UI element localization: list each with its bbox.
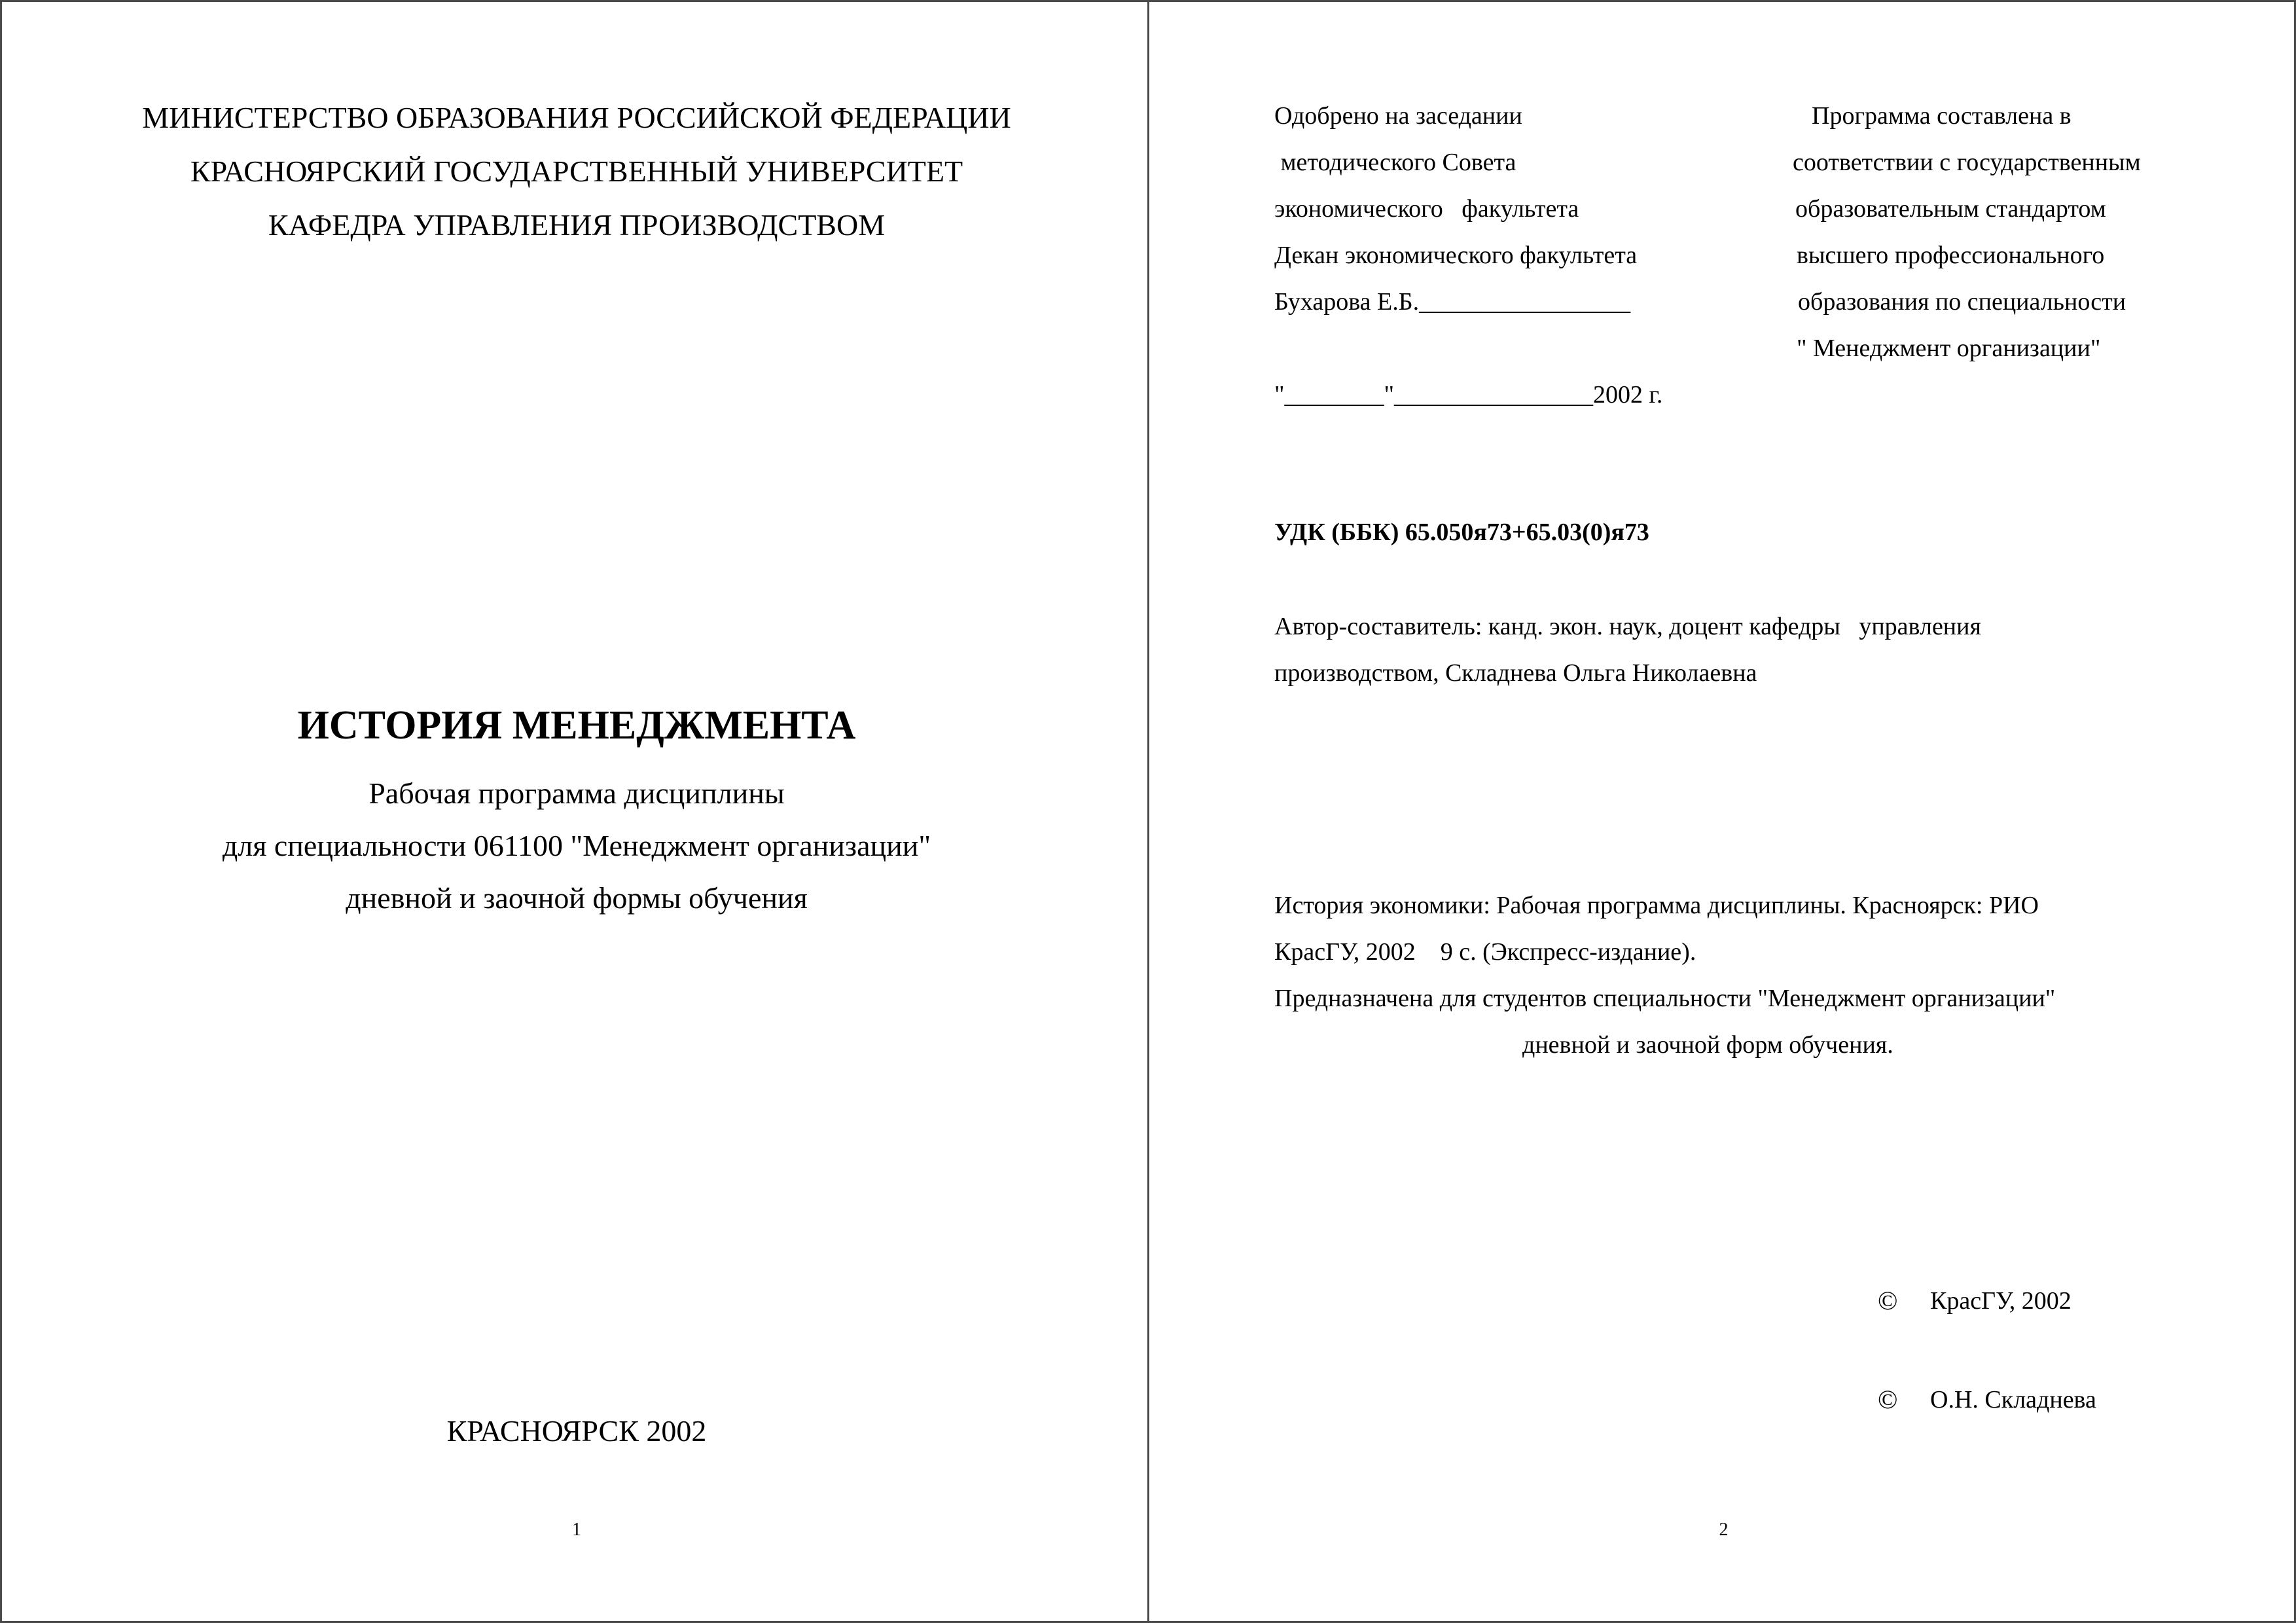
- ministry-line: МИНИСТЕРСТВО ОБРАЗОВАНИЯ РОССИЙСКОЙ ФЕДЕРАЦИИ: [142, 101, 1011, 134]
- program-line-6: " Менеджмент организации": [1797, 335, 2101, 362]
- department-line: КАФЕДРА УПРАВЛЕНИЯ ПРОИЗВОДСТВОМ: [268, 208, 886, 242]
- program-line-4: высшего профессионального: [1797, 242, 2105, 269]
- city-year: КРАСНОЯРСК 2002: [446, 1414, 707, 1448]
- document-title: ИСТОРИЯ МЕНЕДЖМЕНТА: [297, 703, 856, 748]
- subtitle-line-3: дневной и заочной формы обучения: [346, 881, 808, 915]
- approval-line-2: методического Совета: [1274, 149, 1516, 176]
- copyright-university: КрасГУ, 2002: [1930, 1287, 2072, 1315]
- imprint-page: [1147, 0, 2296, 1623]
- bibliography-line-2: КрасГУ, 2002 9 с. (Экспресс-издание).: [1274, 938, 1696, 966]
- approval-line-4: Декан экономического факультета: [1274, 242, 1638, 269]
- program-line-3: образовательным стандартом: [1795, 195, 2106, 223]
- page-number: 2: [1719, 1520, 1729, 1540]
- copyright-author: О.Н. Складнева: [1930, 1386, 2096, 1413]
- page-number: 1: [572, 1520, 581, 1540]
- subtitle-line-1: Рабочая программа дисциплины: [368, 776, 785, 810]
- university-line: КРАСНОЯРСКИЙ ГОСУДАРСТВЕННЫЙ УНИВЕРСИТЕТ: [190, 155, 963, 188]
- approval-date-line: "________"________________2002 г.: [1274, 381, 1663, 409]
- bibliography-line-1: История экономики: Рабочая программа дисциплины. Красноярск: РИО: [1274, 892, 2039, 919]
- bibliography-line-3: Предназначена для студентов специальности "Менеджмент организации": [1274, 985, 2056, 1012]
- copyright-icon: ©: [1878, 1286, 1898, 1315]
- approval-line-3: экономического факультета: [1274, 195, 1579, 223]
- bibliography-line-4: дневной и заочной форм обучения.: [1522, 1031, 1893, 1059]
- program-line-5: образования по специальности: [1798, 288, 2126, 316]
- subtitle-line-2: для специальности 061100 "Менеджмент организации": [222, 829, 931, 862]
- program-line-2: соответствии с государственным: [1793, 149, 2141, 176]
- approval-signature-line: Бухарова Е.Б._________________: [1274, 288, 1631, 316]
- approval-line-1: Одобрено на заседании: [1274, 102, 1522, 130]
- author-line-2: производством, Складнева Ольга Николаевна: [1274, 659, 1757, 687]
- author-line-1: Автор-составитель: канд. экон. наук, доцент кафедры управления: [1274, 613, 1981, 640]
- program-line-1: Программа составлена в: [1812, 102, 2072, 130]
- copyright-icon: ©: [1878, 1385, 1898, 1414]
- udk-code: УДК (ББК) 65.050я73+65.03(0)я73: [1274, 519, 1649, 546]
